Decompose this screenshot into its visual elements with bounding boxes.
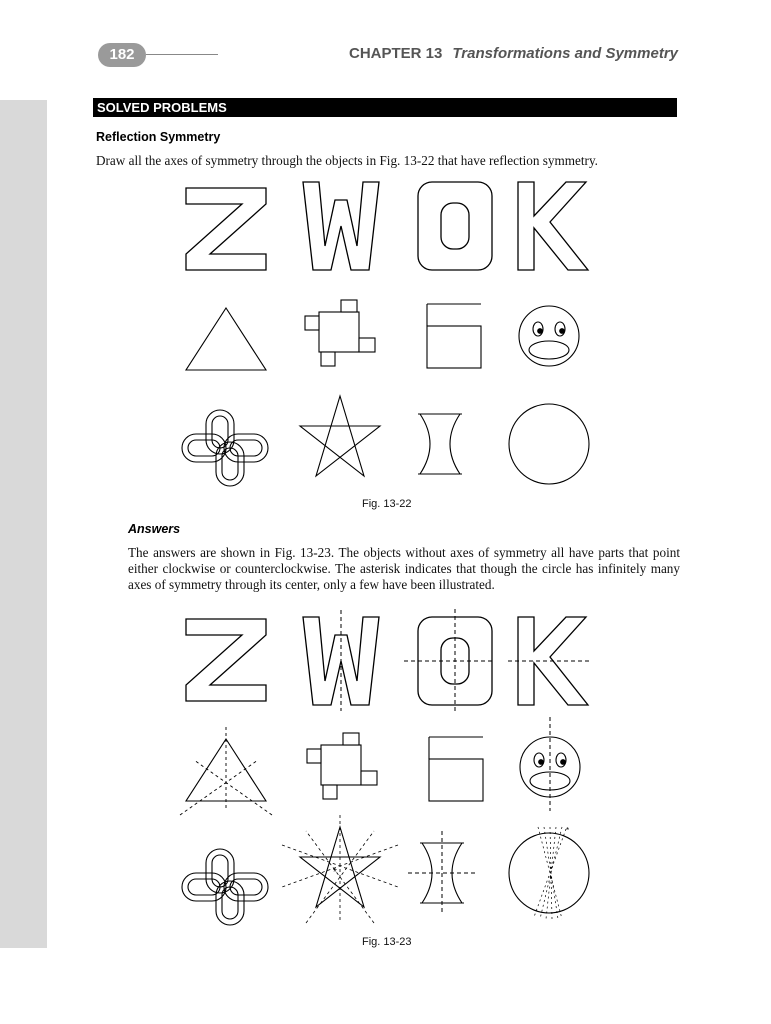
flag-box-answer xyxy=(429,737,483,801)
circle-axes xyxy=(534,827,566,919)
answers-heading: Answers xyxy=(128,522,181,536)
answers-text: The answers are shown in Fig. 13-23. The objects without axes of symmetry all have parts that point either clockwise or counterclockwise. The asterisk indicates that though the circle has infinitely many axes of symmetry through its center, only a few have been illustrated. xyxy=(128,545,680,592)
triangle-axes xyxy=(180,727,272,815)
square-pinwheel xyxy=(305,300,375,366)
circle xyxy=(509,404,589,484)
triangle xyxy=(186,308,266,370)
letter-k xyxy=(518,182,588,270)
letter-z-answer xyxy=(186,619,266,701)
square-pinwheel-answer xyxy=(307,733,377,799)
chapter-title: Transformations and Symmetry xyxy=(452,45,678,62)
section-title: SOLVED PROBLEMS xyxy=(93,98,677,117)
hourglass-axes xyxy=(408,831,478,915)
star-asterisk: * xyxy=(333,867,337,878)
page-number: 182 xyxy=(98,43,146,67)
flag-box xyxy=(427,304,481,368)
figure-13-23 xyxy=(0,605,771,935)
letter-w xyxy=(303,182,379,270)
subhead: Reflection Symmetry xyxy=(96,130,221,144)
star-axes xyxy=(282,815,398,923)
letter-o xyxy=(418,182,492,270)
hourglass xyxy=(418,414,462,474)
circle-answer xyxy=(509,833,589,913)
problem-text: Draw all the axes of symmetry through the objects in Fig. 13-22 that have reflection symmetry. xyxy=(96,153,598,168)
figure-13-22-caption: Fig. 13-22 xyxy=(362,498,412,510)
knot-shape-answer xyxy=(182,849,268,925)
running-header xyxy=(349,45,678,62)
pentagram xyxy=(300,396,380,476)
circle-asterisk: * xyxy=(566,826,570,835)
header-rule xyxy=(146,54,218,55)
figure-13-23-caption: Fig. 13-23 xyxy=(362,936,412,948)
figure-13-22 xyxy=(0,180,771,500)
chapter-label: CHAPTER 13 xyxy=(349,45,443,62)
letter-z xyxy=(186,188,266,270)
smiley-face xyxy=(519,306,579,366)
knot-shape xyxy=(182,410,268,486)
